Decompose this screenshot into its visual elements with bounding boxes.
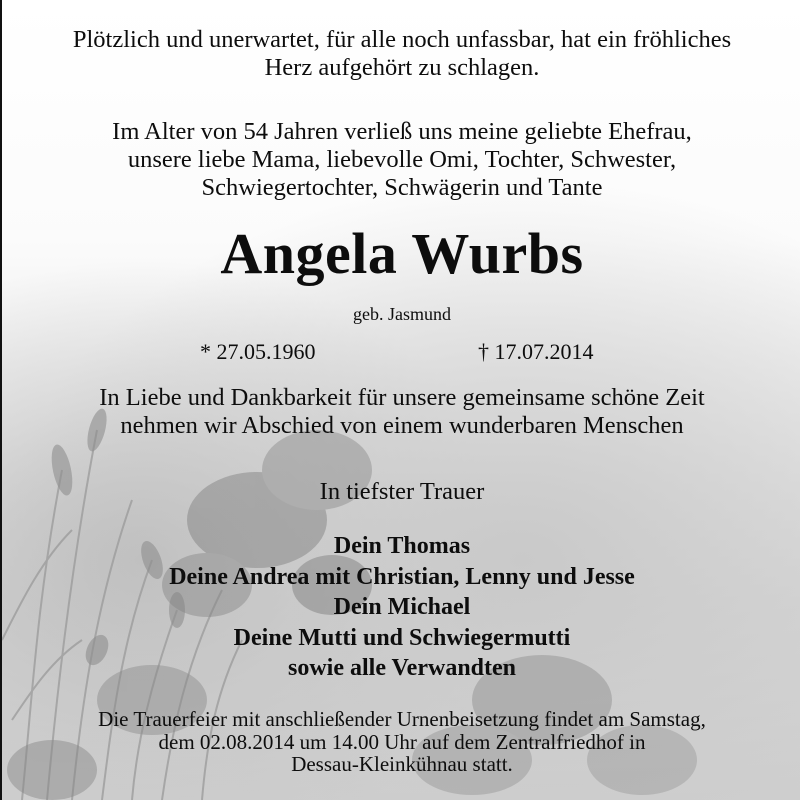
deceased-name: Angela Wurbs xyxy=(220,221,584,286)
birth-date: * 27.05.1960 xyxy=(200,339,316,364)
age-statement xyxy=(2,118,800,202)
funeral-info-line-2: dem 02.08.2014 um 14.00 Uhr auf dem Zentralfriedhof in xyxy=(158,729,646,754)
funeral-info-line-3: Dessau-Kleinkühnau statt. xyxy=(291,752,513,776)
funeral-info-line-1: Die Trauerfeier mit anschließender Urnenbeisetzung findet am Samstag, xyxy=(98,707,706,731)
funeral-info xyxy=(2,708,800,776)
mourner-line: Deine Andrea mit Christian, Lenny und Jesse xyxy=(169,563,635,590)
age-statement-line-1: Im Alter von 54 Jahren verließ uns meine geliebte Ehefrau, xyxy=(112,118,692,145)
age-statement-line-2: unsere liebe Mama, liebevolle Omi, Tochter, Schwester, xyxy=(127,146,677,173)
farewell-line-2: nehmen wir Abschied von einem wunderbaren Menschen xyxy=(120,412,684,439)
farewell-line-1: In Liebe und Dankbarkeit für unsere gemeinsame schöne Zeit xyxy=(99,384,705,411)
death-date: † 17.07.2014 xyxy=(478,339,594,364)
intro-line-1: Plötzlich und unerwartet, für alle noch unfassbar, hat ein fröhliches xyxy=(72,26,732,53)
mourner-line: sowie alle Verwandten xyxy=(288,655,516,681)
mourning-line: In tiefster Trauer xyxy=(319,478,485,505)
mourner-line: Dein Michael xyxy=(333,594,471,620)
farewell-text xyxy=(2,384,800,440)
maiden-name: geb. Jasmund xyxy=(353,304,451,324)
mourners-list xyxy=(2,531,800,684)
mourner-line: Dein Thomas xyxy=(333,533,471,559)
intro-line-2: Herz aufgehört zu schlagen. xyxy=(264,54,540,81)
intro-text xyxy=(2,26,800,82)
mourner-line: Deine Mutti und Schwiegermutti xyxy=(233,624,571,651)
age-statement-line-3: Schwiegertochter, Schwägerin und Tante xyxy=(201,174,603,201)
